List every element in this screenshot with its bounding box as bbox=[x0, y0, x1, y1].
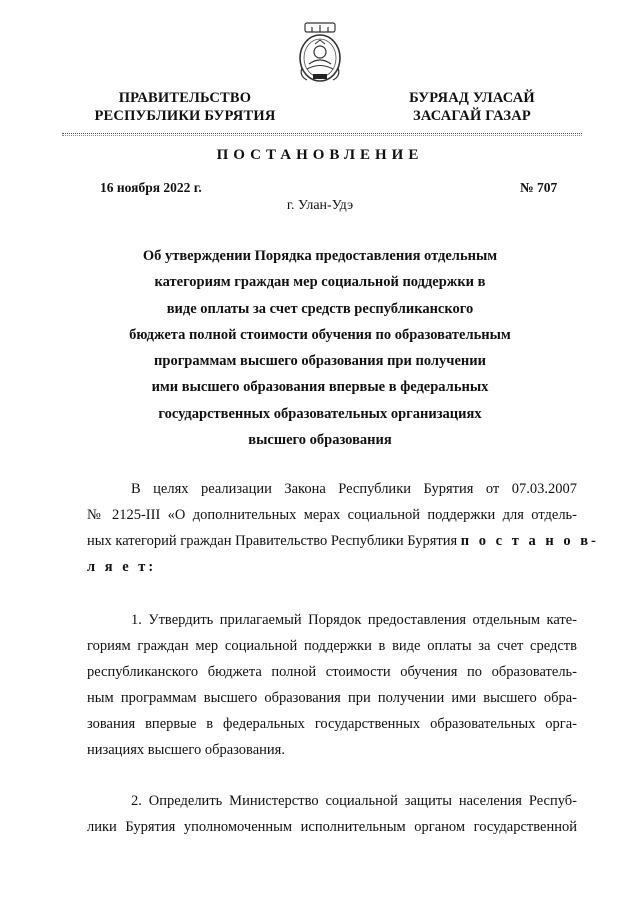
paragraph-line: низациях высшего образования. bbox=[87, 742, 285, 758]
government-name-bur-line2: ЗАСАГАЙ ГАЗАР bbox=[413, 108, 531, 124]
preamble-line3-text: ных категорий граждан Правительство Республики Бурятия bbox=[87, 533, 461, 549]
paragraph-line: 1. Утвердить прилагаемый Порядок предоставления отдельным кате- bbox=[131, 612, 577, 628]
document-city: г. Улан-Удэ bbox=[286, 198, 354, 213]
paragraph-line bbox=[87, 528, 599, 554]
item-1-paragraph bbox=[87, 607, 577, 763]
government-name-buryat bbox=[372, 89, 572, 125]
document-type-title: ПОСТАНОВЛЕНИЕ bbox=[216, 147, 424, 163]
header-divider-secondary bbox=[62, 135, 582, 136]
heading-line: государственных образовательных организациях bbox=[158, 405, 482, 422]
heading-line: программам высшего образования при получении bbox=[154, 353, 486, 370]
heading-line: бюджета полной стоимости обучения по образовательным bbox=[129, 326, 511, 343]
government-name-russian bbox=[70, 89, 300, 125]
document-date: 16 ноября 2022 г. bbox=[100, 180, 202, 195]
heading-line: Об утверждении Порядка предоставления отдельным bbox=[142, 248, 498, 264]
header-divider bbox=[62, 133, 582, 134]
paragraph-line: № 2125-III «О дополнительных мерах социальной поддержки для отдель- bbox=[87, 507, 577, 523]
heading-line: виде оплаты за счет средств республиканского bbox=[166, 300, 474, 317]
government-name-ru-line1: ПРАВИТЕЛЬСТВО bbox=[118, 90, 252, 106]
resolves-word-part2: л я е т: bbox=[87, 559, 157, 575]
document-heading bbox=[100, 243, 540, 453]
preamble-paragraph bbox=[87, 476, 599, 580]
paragraph-line: зования впервые в федеральных государственных образовательных орга- bbox=[87, 716, 577, 732]
resolves-word-part1: п о с т а н о в- bbox=[460, 533, 599, 549]
document-number: № 707 bbox=[520, 180, 558, 195]
paragraph-line: 2. Определить Министерство социальной защиты населения Респуб- bbox=[131, 793, 577, 809]
paragraph-line: республиканского бюджета полной стоимости обучения по образователь- bbox=[87, 664, 577, 680]
paragraph-line: лики Бурятия уполномоченным исполнительным органом государственной bbox=[87, 819, 577, 835]
government-name-ru-line2: РЕСПУБЛИКИ БУРЯТИЯ bbox=[94, 108, 276, 124]
heading-line: высшего образования bbox=[248, 432, 392, 449]
paragraph-line: В целях реализации Закона Республики Бурятия от 07.03.2007 bbox=[131, 481, 577, 497]
paragraph-line: гориям граждан мер социальной поддержки в виде оплаты за счет средств bbox=[87, 638, 577, 654]
heading-line: ими высшего образования впервые в федеральных bbox=[151, 379, 489, 396]
heading-line: категориям граждан мер социальной поддержки в bbox=[154, 274, 486, 291]
paragraph-line: ным программам высшего образования при получении ими высшего обра- bbox=[87, 690, 577, 706]
item-2-paragraph bbox=[87, 788, 577, 840]
paragraph-line bbox=[87, 554, 577, 580]
government-name-bur-line1: БУРЯАД УЛАСАЙ bbox=[409, 90, 535, 106]
coat-of-arms-emblem-icon bbox=[297, 22, 343, 84]
